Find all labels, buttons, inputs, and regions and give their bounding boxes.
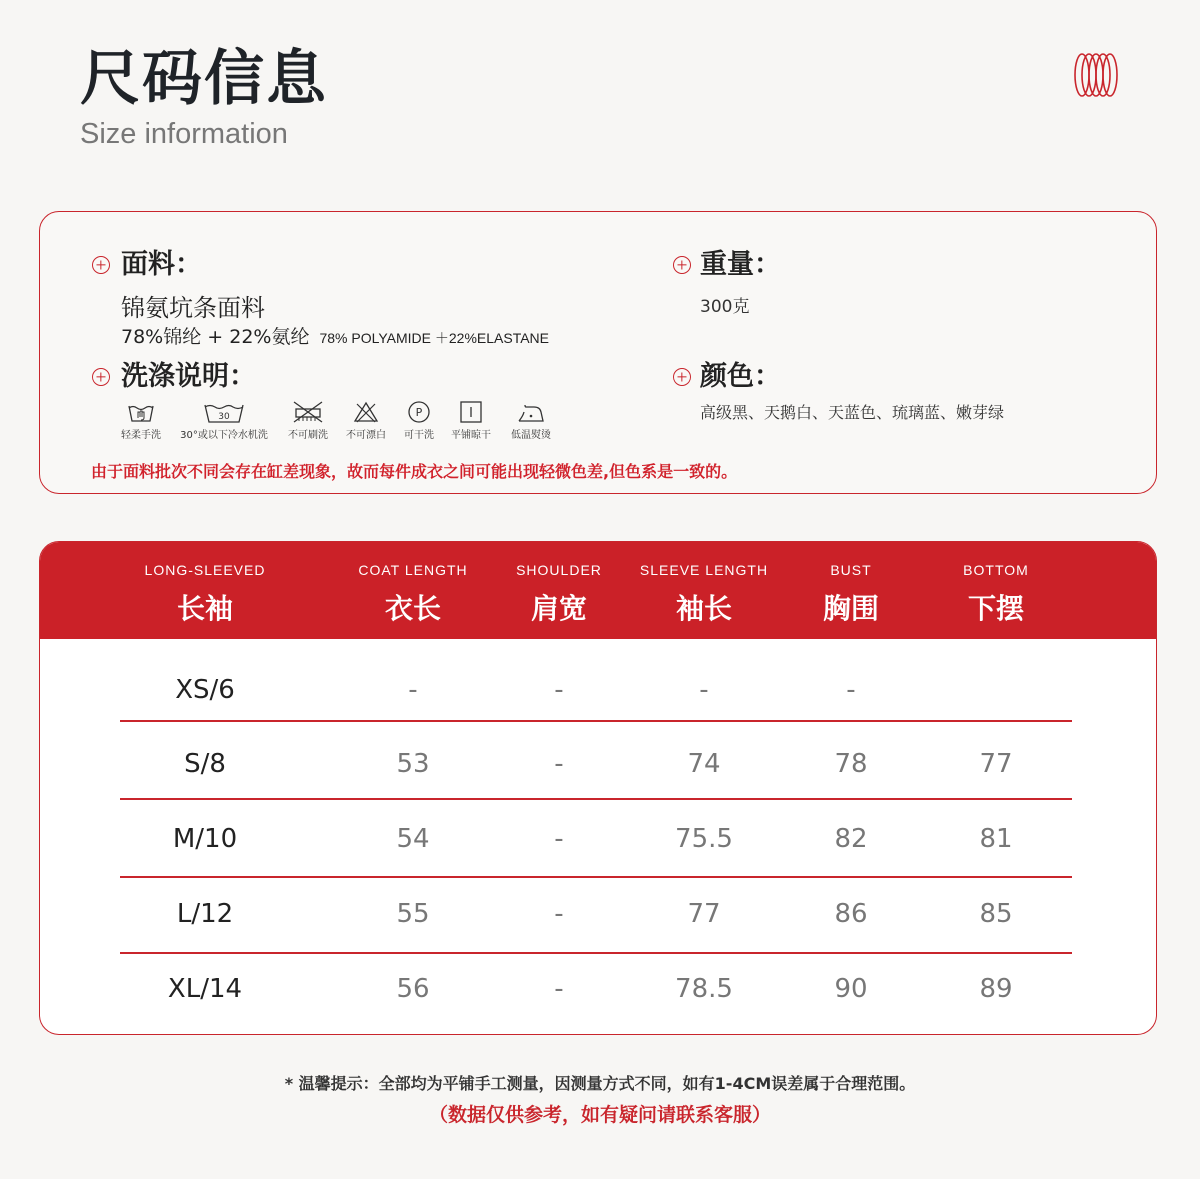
plus-circle-icon — [673, 368, 691, 386]
washing-title: 洗涤说明： — [121, 361, 256, 392]
shoulder-cell: - — [554, 824, 564, 854]
flat-dry-icon — [458, 400, 484, 424]
bust-cell: 90 — [834, 974, 868, 1004]
bottom-cell: 85 — [979, 899, 1013, 929]
bust-cell: 82 — [834, 824, 868, 854]
table-row — [40, 660, 1156, 720]
plus-circle-icon — [92, 256, 110, 274]
bottom-cell: 81 — [979, 824, 1013, 854]
wash-instruction-item — [446, 400, 496, 441]
dry-clean-mark: P — [415, 406, 423, 419]
fabric-composition-cn: 78%锦纶 + 22%氨纶 — [121, 326, 310, 348]
reference-note: （数据仅供参考，如有疑问请联系客服） — [428, 1104, 771, 1126]
wash-instruction-item — [114, 400, 168, 441]
sleeve-length-cell: - — [699, 675, 709, 705]
size-cell: XL/14 — [167, 974, 243, 1004]
header-en: COAT LENGTH — [358, 562, 468, 578]
bottom-cell: 77 — [979, 749, 1013, 779]
no-brush-icon — [290, 400, 326, 424]
coat-length-cell: 55 — [396, 899, 430, 929]
shoulder-cell: - — [554, 749, 564, 779]
color-title: 颜色： — [700, 361, 781, 392]
header-cn: 肩宽 — [530, 592, 587, 625]
header-cn: 衣长 — [384, 592, 441, 625]
sleeve-length-cell: 75.5 — [675, 824, 733, 854]
row-divider — [120, 798, 1072, 800]
measurement-tip: * 温馨提示：全部均为平铺手工测量，因测量方式不同，如有1-4CM误差属于合理范围。 — [284, 1074, 916, 1093]
wash-label: 平铺晾干 — [451, 430, 491, 441]
size-cell: M/10 — [172, 824, 238, 854]
row-divider — [120, 720, 1072, 722]
shoulder-cell: - — [554, 974, 564, 1004]
machine-wash-30-icon — [203, 400, 245, 424]
low-iron-icon — [516, 400, 546, 424]
coat-length-cell: 54 — [396, 824, 430, 854]
color-variance-notice: 由于面料批次不同会存在缸差现象，故而每件成衣之间可能出现轻微色差,但色系是一致的。 — [91, 462, 738, 481]
hand-wash-icon — [127, 400, 155, 424]
row-divider — [120, 952, 1072, 954]
shoulder-cell: - — [554, 675, 564, 705]
header-en: BUST — [830, 562, 872, 578]
coat-length-cell: 56 — [396, 974, 430, 1004]
table-row — [40, 809, 1156, 869]
size-table — [39, 541, 1157, 1035]
dry-clean-icon — [406, 400, 432, 424]
product-info-card — [39, 211, 1157, 494]
wash-instruction-item — [396, 400, 442, 441]
bust-cell: 78 — [834, 749, 868, 779]
coat-length-cell: 53 — [396, 749, 430, 779]
header-en: SHOULDER — [516, 562, 602, 578]
header-cn: 长袖 — [176, 592, 233, 625]
header-en: SLEEVE LENGTH — [639, 562, 769, 578]
table-row — [40, 959, 1156, 1019]
coat-length-cell: - — [408, 675, 418, 705]
bust-cell: - — [846, 675, 856, 705]
wash-label: 轻柔手洗 — [121, 430, 161, 441]
plus-circle-icon — [673, 256, 691, 274]
wash-label: 可干洗 — [404, 430, 434, 441]
bust-cell: 86 — [834, 899, 868, 929]
plus-circle-icon — [92, 368, 110, 386]
rings-logo-icon — [1072, 52, 1124, 98]
fabric-title: 面料： — [121, 249, 202, 280]
header-cn: 袖长 — [675, 592, 732, 625]
wash-label: 不可漂白 — [346, 430, 386, 441]
weight-title: 重量： — [700, 249, 781, 280]
wash-label: 30°或以下冷水机洗 — [180, 430, 268, 441]
wash-instruction-item — [340, 400, 392, 441]
table-row — [40, 734, 1156, 794]
size-cell: XS/6 — [175, 675, 235, 705]
header-en: LONG-SLEEVED — [144, 562, 266, 578]
weight-value: 300克 — [700, 297, 750, 317]
page-title: 尺码信息 — [80, 44, 328, 114]
wash-label: 低温熨烫 — [511, 430, 551, 441]
page-subtitle: Size information — [80, 118, 288, 150]
sleeve-length-cell: 78.5 — [675, 974, 733, 1004]
fabric-composition-en: 78% POLYAMIDE ＋22%ELASTANE — [319, 330, 549, 346]
header-en: BOTTOM — [963, 562, 1029, 578]
header-cn: 下摆 — [967, 592, 1024, 625]
fabric-composition — [121, 322, 549, 349]
no-bleach-icon — [352, 400, 380, 424]
fabric-name: 锦氨坑条面料 — [121, 294, 265, 322]
wash-instruction-item — [504, 400, 558, 441]
size-table-header — [40, 542, 1156, 639]
bottom-cell: 89 — [979, 974, 1013, 1004]
shoulder-cell: - — [554, 899, 564, 929]
wash-label: 不可刷洗 — [288, 430, 328, 441]
wash-temp-mark: 30 — [218, 412, 230, 422]
size-cell: S/8 — [184, 749, 226, 779]
header-cn: 胸围 — [822, 592, 879, 625]
sleeve-length-cell: 74 — [687, 749, 721, 779]
color-options: 高级黑、天鹅白、天蓝色、琉璃蓝、嫩芽绿 — [700, 403, 1005, 422]
wash-instruction-item — [282, 400, 334, 441]
size-cell: L/12 — [176, 899, 234, 929]
row-divider — [120, 876, 1072, 878]
wash-instruction-item — [174, 400, 274, 441]
sleeve-length-cell: 77 — [687, 899, 721, 929]
table-row — [40, 884, 1156, 944]
